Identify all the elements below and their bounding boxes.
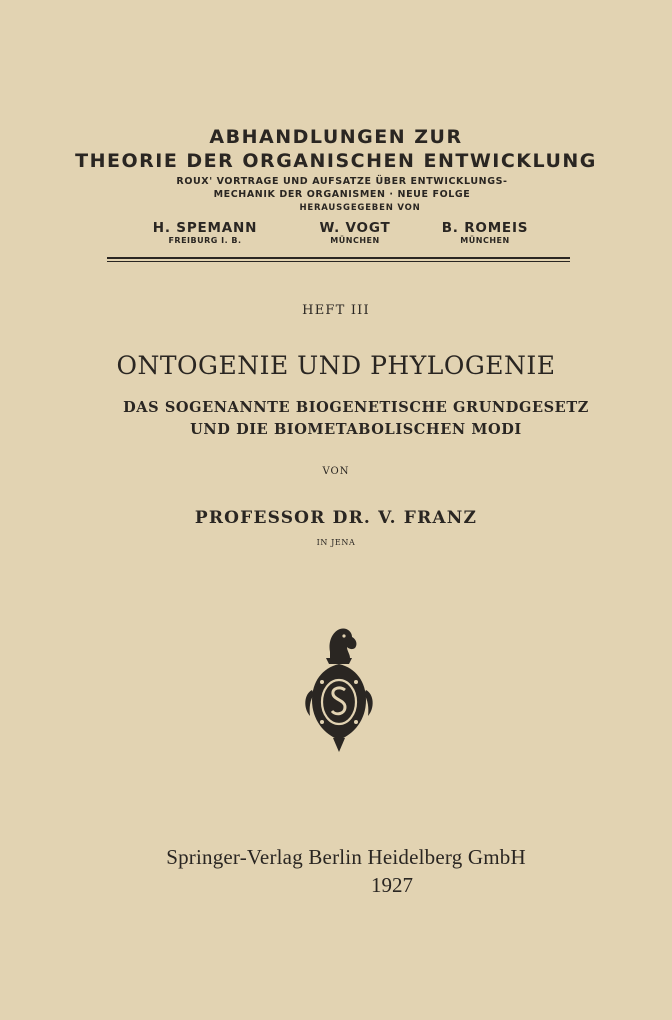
publication-year: 1927: [371, 873, 413, 897]
editor-place: MÜNCHEN: [330, 236, 380, 245]
editors-label: HERAUSGEGEBEN VON: [299, 203, 421, 213]
series-subtitle-line1: ROUX' VORTRAGE UND AUFSATZE ÜBER ENTWICKLUNGS-: [176, 176, 508, 187]
issue-number: HEFT III: [302, 303, 370, 318]
editor-vogt: [290, 220, 420, 246]
editor-name: H. SPEMANN: [152, 220, 258, 236]
series-title-line2: THEORIE DER ORGANISCHEN ENTWICKLUNG: [75, 150, 597, 172]
editor-place: MÜNCHEN: [460, 236, 510, 245]
divider-rule-thin: [107, 261, 570, 262]
editor-romeis: [420, 220, 550, 246]
divider-rule-thick: [107, 257, 570, 259]
book-subtitle-line1: DAS SOGENANNTE BIOGENETISCHE GRUNDGESETZ: [123, 399, 589, 416]
author-name: PROFESSOR DR. V. FRANZ: [194, 508, 478, 528]
book-title: ONTOGENIE UND PHYLOGENIE: [116, 351, 556, 380]
editor-place: FREIBURG I. B.: [168, 236, 242, 245]
series-subtitle: [0, 175, 672, 201]
series-title-line1: ABHANDLUNGEN ZUR: [209, 126, 463, 148]
series-subtitle-line2: MECHANIK DER ORGANISMEN · NEUE FOLGE: [213, 189, 471, 200]
springer-chess-knight-logo-icon: [300, 624, 378, 756]
publisher-name: Springer-Verlag Berlin Heidelberg GmbH: [166, 845, 526, 869]
book-subtitle-line2: UND DIE BIOMETABOLISCHEN MODI: [190, 421, 522, 438]
editor-name: W. VOGT: [319, 220, 391, 236]
editor-spemann: [140, 220, 270, 246]
byline: VON: [322, 466, 350, 477]
book-subtitle: [0, 397, 672, 441]
editor-name: B. ROMEIS: [441, 220, 529, 236]
author-location: IN JENA: [316, 538, 356, 547]
series-title: [0, 125, 672, 173]
